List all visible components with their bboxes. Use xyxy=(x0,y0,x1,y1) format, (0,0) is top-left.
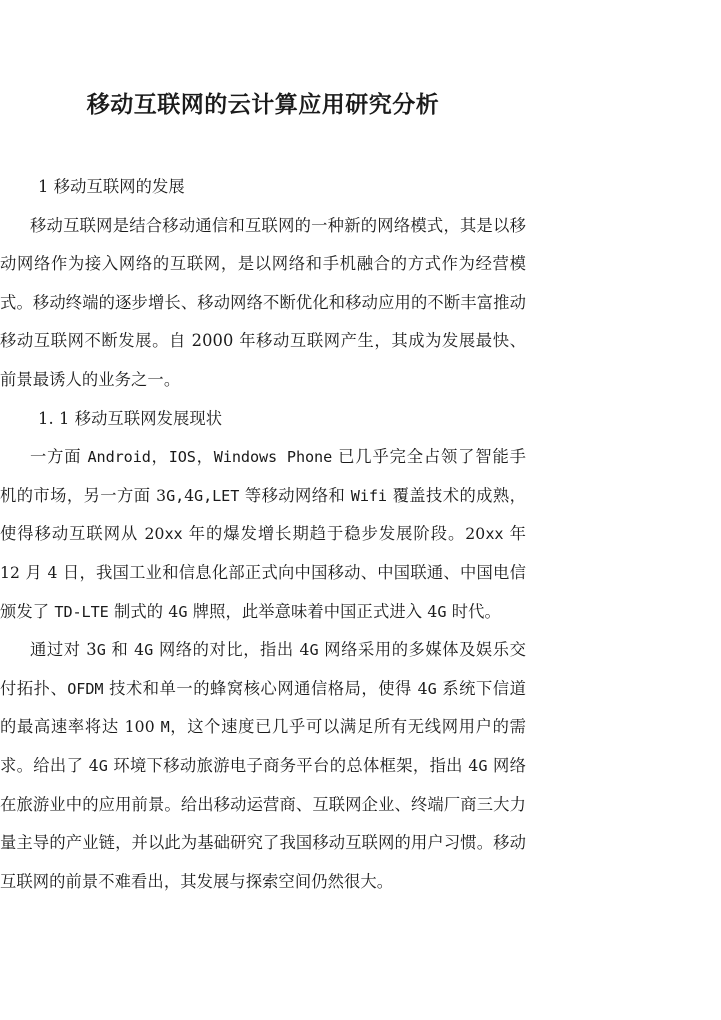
numeral-run: 4 xyxy=(417,679,428,698)
latin-run: G xyxy=(98,756,108,775)
latin-run: IOS xyxy=(168,448,196,467)
latin-run: xx xyxy=(485,525,504,544)
latin-run: G xyxy=(427,679,437,698)
paragraph-1: 移动互联网是结合移动通信和互联网的一种新的网络模式，其是以移动网络作为接入网络的互联网，是以网络和手机融合的方式作为经营模式。移动终端的逐步增长、移动网络不断优化和移动应用的不断丰富推动移动互联网不断发展。自 2000 年移动互联网产生，其成为发展最快、前景最诱人的业务之一。 xyxy=(0,215,526,389)
latin-run: G xyxy=(478,756,488,775)
page-title: 移动互联网的云计算应用研究分析 xyxy=(86,91,440,118)
paragraph-3: 通过对 3G 和 4G 网络的对比，指出 4G 网络采用的多媒体及娱乐交付拓扑、OFDM 技术和单一的蜂窝核心网通信格局，使得 4G 系统下信道的最高速率将达 100 M，这个速度已几乎可以满足所有无线网用户的需求。给出了 4G 环境下移动旅游电子商务平台的总体框架，指出 4G 网络在旅游业中的应用前景。给出移动运营商、互联网企业、终端厂商三大力量主导的产业链，并以此为基础研究了我国移动互联网的用户习惯。移动互联网的前景不难看出，其发展与探索空间仍然很大。 xyxy=(0,640,527,891)
numeral-run: 4 xyxy=(168,602,179,621)
latin-run: M xyxy=(160,718,170,737)
paragraph-2: 一方面 Android，IOS，Windows Phone 已几乎完全占领了智能手机的市场，另一方面 3G,4G,LET 等移动网络和 Wifi 覆盖技术的成熟，使得移动互联网从 20xx 年的爆发增长期趋于稳步发展阶段。20xx 年 12 月 4 日，我国工业和信息化部正式向中国移动、中国联通、中国电信颁发了 TD-LTE 制式的 4G 牌照，此举意味着中国正式进入 4G 时代。 xyxy=(0,447,527,621)
numeral-run: 12 xyxy=(0,563,21,582)
latin-run: OFDM xyxy=(67,679,104,698)
numeral-run: 4 xyxy=(134,641,145,660)
latin-run: Android xyxy=(87,448,151,467)
latin-run: G xyxy=(178,602,188,621)
section-heading-1: 1 移动互联网的发展 xyxy=(38,177,185,196)
latin-run: G xyxy=(96,641,106,660)
numeral-run: 4 xyxy=(468,756,479,775)
latin-run: G xyxy=(144,641,154,660)
numeral-run: 4 xyxy=(299,641,310,660)
latin-run: G xyxy=(437,602,447,621)
numeral-run: 4 xyxy=(88,756,99,775)
document-body xyxy=(0,168,526,901)
latin-run: xx xyxy=(164,525,183,544)
numeral-run: 20 xyxy=(465,525,486,544)
latin-run: G xyxy=(309,641,319,660)
numeral-run: 3 xyxy=(156,486,167,505)
latin-run: Wifi xyxy=(350,486,387,505)
numeral-run: 100 xyxy=(124,718,155,737)
latin-run: G,4G,LET xyxy=(166,486,240,505)
section-heading-2: 1. 1 移动互联网发展现状 xyxy=(38,408,223,428)
latin-run: Windows Phone xyxy=(213,448,333,467)
numeral-run: 20 xyxy=(144,525,165,544)
numeral-run: 4 xyxy=(427,602,438,621)
latin-run: TD-LTE xyxy=(54,602,109,621)
numeral-run: 4 xyxy=(47,563,58,582)
numeral-run: 4 xyxy=(184,486,195,505)
